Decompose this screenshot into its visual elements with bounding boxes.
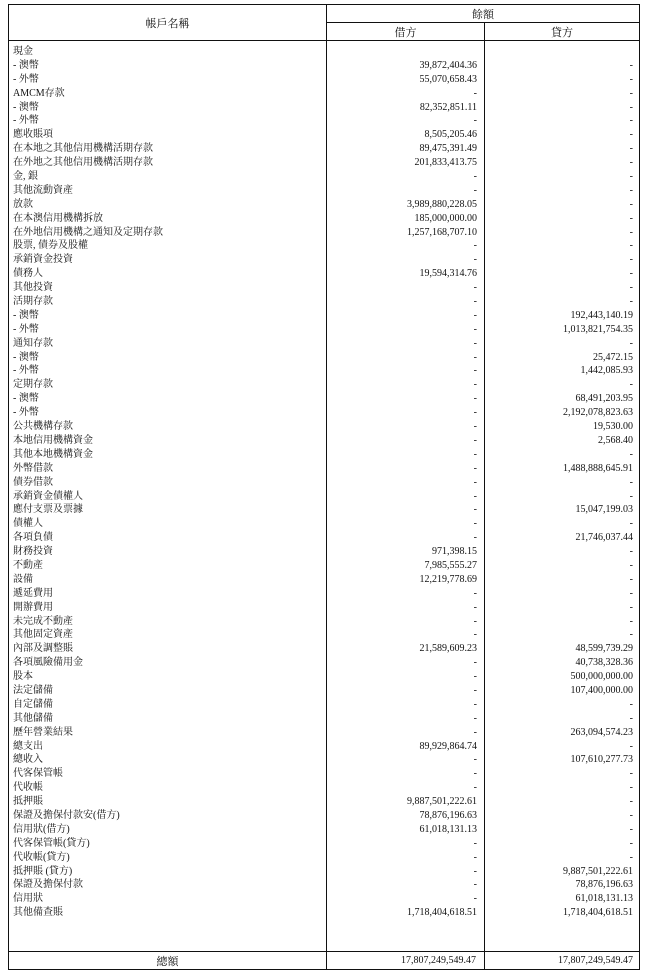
table-row bbox=[9, 753, 639, 767]
debit-amount: 971,398.15 bbox=[432, 546, 477, 558]
debit-amount: 78,876,196.63 bbox=[419, 809, 477, 821]
header-credit: 貸方 bbox=[485, 23, 639, 41]
table-row bbox=[9, 809, 639, 823]
table-row bbox=[9, 601, 639, 615]
credit-amount: - bbox=[629, 851, 633, 863]
table-row bbox=[9, 615, 639, 629]
table-row bbox=[9, 253, 639, 267]
table-row bbox=[9, 656, 639, 670]
account-name: 內部及調整賬 bbox=[13, 643, 73, 655]
credit-amount: 107,610,277.73 bbox=[570, 754, 633, 766]
credit-amount: - bbox=[629, 198, 633, 210]
credit-amount: - bbox=[629, 337, 633, 349]
table-row bbox=[9, 573, 639, 587]
account-name: 股本 bbox=[13, 671, 33, 683]
account-name: 代客保管帳 bbox=[13, 768, 63, 780]
debit-amount: - bbox=[473, 879, 477, 891]
account-name: 總收入 bbox=[13, 754, 43, 766]
debit-amount: - bbox=[473, 518, 477, 530]
table-row bbox=[9, 545, 639, 559]
account-name: 各項風險備用金 bbox=[13, 657, 83, 669]
table-row bbox=[9, 364, 639, 378]
table-row bbox=[9, 795, 639, 809]
account-name: 現金 bbox=[13, 46, 33, 57]
credit-amount: - bbox=[629, 282, 633, 294]
total-label: 總額 bbox=[9, 952, 327, 969]
credit-amount: 9,887,501,222.61 bbox=[563, 865, 633, 877]
account-name: 在本地之其他信用機構活期存款 bbox=[13, 143, 153, 155]
credit-amount: - bbox=[629, 254, 633, 266]
debit-amount: - bbox=[473, 490, 477, 502]
account-name: - 澳幣 bbox=[13, 59, 39, 71]
debit-amount: - bbox=[473, 462, 477, 474]
debit-amount: - bbox=[473, 282, 477, 294]
credit-amount: 19,530.00 bbox=[593, 421, 633, 433]
credit-amount: - bbox=[629, 157, 633, 169]
account-name: 代收帳 bbox=[13, 782, 43, 794]
header-account-name: 帳戶名稱 bbox=[9, 5, 327, 41]
debit-amount: - bbox=[473, 448, 477, 460]
credit-amount: 21,746,037.44 bbox=[575, 532, 633, 544]
account-name: 股票, 債券及股權 bbox=[13, 240, 88, 252]
account-name: - 澳幣 bbox=[13, 101, 39, 113]
debit-amount: 55,070,658.43 bbox=[419, 73, 477, 85]
debit-amount: - bbox=[473, 365, 477, 377]
account-name: 開辦費用 bbox=[13, 601, 53, 613]
table-row bbox=[9, 184, 639, 198]
credit-amount: - bbox=[629, 823, 633, 835]
account-name: 財務投資 bbox=[13, 546, 53, 558]
credit-amount: - bbox=[629, 740, 633, 752]
credit-amount: - bbox=[629, 129, 633, 141]
account-name: 通知存款 bbox=[13, 337, 53, 349]
table-row bbox=[9, 226, 639, 240]
debit-amount: - bbox=[473, 254, 477, 266]
debit-amount: - bbox=[473, 407, 477, 419]
trial-balance-table bbox=[8, 4, 640, 970]
table-row bbox=[9, 767, 639, 781]
credit-amount: - bbox=[629, 171, 633, 183]
account-name: 本地信用機構資金 bbox=[13, 434, 93, 446]
debit-amount: 89,929,864.74 bbox=[419, 740, 477, 752]
debit-amount: - bbox=[473, 837, 477, 849]
account-name: 其他備查賬 bbox=[13, 907, 63, 919]
credit-amount: - bbox=[629, 448, 633, 460]
debit-amount: - bbox=[473, 657, 477, 669]
account-name: - 澳幣 bbox=[13, 351, 39, 363]
table-row bbox=[9, 559, 639, 573]
table-row bbox=[9, 73, 639, 87]
credit-amount: 192,443,140.19 bbox=[570, 309, 633, 321]
table-row bbox=[9, 212, 639, 226]
credit-amount: - bbox=[629, 268, 633, 280]
table-row bbox=[9, 448, 639, 462]
debit-amount: 185,000,000.00 bbox=[414, 212, 477, 224]
debit-amount: - bbox=[473, 184, 477, 196]
table-row bbox=[9, 642, 639, 656]
account-name: 信用狀(借方) bbox=[13, 823, 70, 835]
account-rows bbox=[9, 45, 639, 920]
table-row bbox=[9, 476, 639, 490]
credit-amount: - bbox=[629, 226, 633, 238]
account-name: 應付支票及票據 bbox=[13, 504, 83, 516]
table-row bbox=[9, 462, 639, 476]
debit-amount: 89,475,391.49 bbox=[419, 143, 477, 155]
account-name: 外幣借款 bbox=[13, 462, 53, 474]
account-name: 歷年營業結果 bbox=[13, 726, 73, 738]
table-row bbox=[9, 517, 639, 531]
credit-amount: 61,018,131.13 bbox=[575, 893, 633, 905]
debit-amount: - bbox=[473, 309, 477, 321]
table-row bbox=[9, 156, 639, 170]
table-row bbox=[9, 865, 639, 879]
account-name: - 外幣 bbox=[13, 407, 39, 419]
account-name: 承銷資金債權人 bbox=[13, 490, 83, 502]
total-row bbox=[9, 951, 639, 969]
credit-amount: - bbox=[629, 796, 633, 808]
credit-amount: - bbox=[629, 587, 633, 599]
account-name: 遞延費用 bbox=[13, 587, 53, 599]
account-name: 抵押賬 bbox=[13, 796, 43, 808]
debit-amount: - bbox=[473, 684, 477, 696]
account-name: 公共機構存款 bbox=[13, 421, 73, 433]
debit-amount: 1,257,168,707.10 bbox=[407, 226, 477, 238]
credit-amount: - bbox=[629, 782, 633, 794]
credit-amount: 2,192,078,823.63 bbox=[563, 407, 633, 419]
table-row bbox=[9, 434, 639, 448]
table-row bbox=[9, 878, 639, 892]
table-row bbox=[9, 490, 639, 504]
account-name: 未完成不動產 bbox=[13, 615, 73, 627]
credit-amount: - bbox=[629, 809, 633, 821]
credit-amount: - bbox=[629, 101, 633, 113]
account-name: 金, 銀 bbox=[13, 171, 38, 183]
debit-amount: - bbox=[473, 87, 477, 99]
debit-amount: - bbox=[473, 893, 477, 905]
credit-amount: 40,738,328.36 bbox=[575, 657, 633, 669]
credit-amount: - bbox=[629, 184, 633, 196]
debit-amount: - bbox=[473, 532, 477, 544]
table-row bbox=[9, 781, 639, 795]
account-name: - 外幣 bbox=[13, 323, 39, 335]
account-name: 其他投資 bbox=[13, 282, 53, 294]
credit-amount: 1,013,821,754.35 bbox=[563, 323, 633, 335]
table-row bbox=[9, 531, 639, 545]
debit-amount: - bbox=[473, 476, 477, 488]
credit-amount: - bbox=[629, 559, 633, 571]
debit-amount: 3,989,880,228.05 bbox=[407, 198, 477, 210]
table-row bbox=[9, 684, 639, 698]
credit-amount: - bbox=[629, 698, 633, 710]
debit-amount: - bbox=[473, 768, 477, 780]
debit-amount: - bbox=[473, 504, 477, 516]
credit-amount: 25,472.15 bbox=[593, 351, 633, 363]
account-name: 定期存款 bbox=[13, 379, 53, 391]
debit-amount: 61,018,131.13 bbox=[419, 823, 477, 835]
account-name: 承銷資金投資 bbox=[13, 254, 73, 266]
table-row bbox=[9, 323, 639, 337]
debit-amount: - bbox=[473, 712, 477, 724]
credit-amount: - bbox=[629, 615, 633, 627]
table-row bbox=[9, 587, 639, 601]
credit-amount: 78,876,196.63 bbox=[575, 879, 633, 891]
total-credit: 17,807,249,549.47 bbox=[558, 955, 633, 966]
account-name: 總支出 bbox=[13, 740, 43, 752]
table-row bbox=[9, 114, 639, 128]
header-debit: 借方 bbox=[327, 23, 485, 41]
table-row bbox=[9, 142, 639, 156]
account-name: - 外幣 bbox=[13, 115, 39, 127]
debit-amount: - bbox=[473, 421, 477, 433]
credit-amount: - bbox=[629, 712, 633, 724]
debit-amount: - bbox=[473, 351, 477, 363]
table-row bbox=[9, 726, 639, 740]
credit-amount: - bbox=[629, 240, 633, 252]
table-row bbox=[9, 712, 639, 726]
credit-amount: - bbox=[629, 73, 633, 85]
credit-amount: - bbox=[629, 476, 633, 488]
table-row bbox=[9, 503, 639, 517]
credit-amount: - bbox=[629, 546, 633, 558]
account-name: 保證及擔保付款 bbox=[13, 879, 83, 891]
debit-amount: - bbox=[473, 393, 477, 405]
account-name: 活期存款 bbox=[13, 296, 53, 308]
credit-amount: - bbox=[629, 573, 633, 585]
credit-amount: - bbox=[629, 518, 633, 530]
table-row bbox=[9, 420, 639, 434]
debit-amount: - bbox=[473, 698, 477, 710]
debit-amount: 21,589,609.23 bbox=[419, 643, 477, 655]
account-name: 保證及擔保付款安(借方) bbox=[13, 809, 120, 821]
table-row bbox=[9, 851, 639, 865]
credit-amount: - bbox=[629, 837, 633, 849]
credit-amount: - bbox=[629, 87, 633, 99]
debit-amount: 19,594,314.76 bbox=[419, 268, 477, 280]
account-name: - 澳幣 bbox=[13, 309, 39, 321]
debit-amount: - bbox=[473, 323, 477, 335]
debit-amount: - bbox=[473, 851, 477, 863]
debit-amount: 1,718,404,618.51 bbox=[407, 907, 477, 919]
account-name: 債權人 bbox=[13, 518, 43, 530]
account-name: - 外幣 bbox=[13, 73, 39, 85]
table-row bbox=[9, 337, 639, 351]
debit-amount: 39,872,404.36 bbox=[419, 59, 477, 71]
account-name: - 澳幣 bbox=[13, 393, 39, 405]
credit-amount: - bbox=[629, 379, 633, 391]
table-row bbox=[9, 837, 639, 851]
account-name: 信用狀 bbox=[13, 893, 43, 905]
credit-amount: - bbox=[629, 490, 633, 502]
account-name: 放款 bbox=[13, 198, 33, 210]
debit-amount: - bbox=[473, 754, 477, 766]
credit-amount: - bbox=[629, 59, 633, 71]
debit-amount: 9,887,501,222.61 bbox=[407, 796, 477, 808]
debit-amount: - bbox=[473, 615, 477, 627]
debit-amount: 82,352,851.11 bbox=[419, 101, 477, 113]
table-row bbox=[9, 670, 639, 684]
credit-amount: 500,000,000.00 bbox=[570, 671, 633, 683]
debit-amount: - bbox=[473, 782, 477, 794]
table-row bbox=[9, 87, 639, 101]
debit-amount: - bbox=[473, 434, 477, 446]
debit-amount: - bbox=[473, 337, 477, 349]
table-row bbox=[9, 628, 639, 642]
total-debit: 17,807,249,549.47 bbox=[327, 952, 485, 969]
account-name: 其他流動資產 bbox=[13, 184, 73, 196]
table-row bbox=[9, 59, 639, 73]
account-name: 債券借款 bbox=[13, 476, 53, 488]
table-row bbox=[9, 378, 639, 392]
account-name: 在外地信用機構之通知及定期存款 bbox=[13, 226, 163, 238]
table-row bbox=[9, 170, 639, 184]
table-row bbox=[9, 281, 639, 295]
credit-amount: 263,094,574.23 bbox=[570, 726, 633, 738]
credit-amount: 107,400,000.00 bbox=[570, 684, 633, 696]
account-name: 抵押賬 (貸方) bbox=[13, 865, 73, 877]
account-name: 不動產 bbox=[13, 559, 43, 571]
account-name: - 外幣 bbox=[13, 365, 39, 377]
account-name: 其他儲備 bbox=[13, 712, 53, 724]
table-row bbox=[9, 698, 639, 712]
account-name: 在本澳信用機構拆放 bbox=[13, 212, 103, 224]
account-name: 代收帳(貸方) bbox=[13, 851, 70, 863]
table-row bbox=[9, 823, 639, 837]
table-row bbox=[9, 101, 639, 115]
credit-amount: - bbox=[629, 115, 633, 127]
table-row bbox=[9, 406, 639, 420]
credit-amount: - bbox=[629, 629, 633, 641]
credit-amount: 1,488,888,645.91 bbox=[563, 462, 633, 474]
header-balance: 餘額 bbox=[327, 5, 639, 23]
account-name: 其他本地機構資金 bbox=[13, 448, 93, 460]
credit-amount: 2,568.40 bbox=[598, 434, 633, 446]
debit-amount: - bbox=[473, 171, 477, 183]
debit-amount: - bbox=[473, 865, 477, 877]
credit-amount: 1,442,085.93 bbox=[580, 365, 633, 377]
credit-amount: - bbox=[629, 296, 633, 308]
table-row bbox=[9, 392, 639, 406]
credit-amount: - bbox=[629, 212, 633, 224]
account-name: 法定儲備 bbox=[13, 684, 53, 696]
debit-amount: - bbox=[473, 601, 477, 613]
credit-amount: - bbox=[629, 143, 633, 155]
debit-amount: - bbox=[473, 587, 477, 599]
debit-amount: 201,833,413.75 bbox=[414, 157, 477, 169]
table-row bbox=[9, 239, 639, 253]
table-row bbox=[9, 309, 639, 323]
credit-amount: - bbox=[629, 768, 633, 780]
debit-amount: - bbox=[473, 379, 477, 391]
table-row bbox=[9, 892, 639, 906]
account-name: 自定儲備 bbox=[13, 698, 53, 710]
table-row bbox=[9, 128, 639, 142]
account-name: 各項負債 bbox=[13, 532, 53, 544]
credit-amount: 48,599,739.29 bbox=[575, 643, 633, 655]
account-name: 其他固定資產 bbox=[13, 629, 73, 641]
account-name: 債務人 bbox=[13, 268, 43, 280]
table-row bbox=[9, 45, 639, 59]
debit-amount: 7,985,555.27 bbox=[424, 559, 477, 571]
credit-amount: 1,718,404,618.51 bbox=[563, 907, 633, 919]
credit-amount: 15,047,199.03 bbox=[575, 504, 633, 516]
table-row bbox=[9, 295, 639, 309]
account-name: 設備 bbox=[13, 573, 33, 585]
table-row bbox=[9, 351, 639, 365]
account-name: 應收賬項 bbox=[13, 129, 53, 141]
account-name: 在外地之其他信用機構活期存款 bbox=[13, 157, 153, 169]
table-row bbox=[9, 740, 639, 754]
table-row bbox=[9, 198, 639, 212]
debit-amount: 12,219,778.69 bbox=[419, 573, 477, 585]
debit-amount: - bbox=[473, 629, 477, 641]
account-name: AMCM存款 bbox=[13, 87, 65, 99]
debit-amount: 8,505,205.46 bbox=[424, 129, 477, 141]
debit-amount: - bbox=[473, 726, 477, 738]
table-row bbox=[9, 267, 639, 281]
credit-amount: - bbox=[629, 601, 633, 613]
debit-amount: - bbox=[473, 296, 477, 308]
debit-amount: - bbox=[473, 671, 477, 683]
account-name: 代客保管帳(貸方) bbox=[13, 837, 90, 849]
table-row bbox=[9, 906, 639, 920]
debit-amount: - bbox=[473, 240, 477, 252]
credit-amount: 68,491,203.95 bbox=[575, 393, 633, 405]
debit-amount: - bbox=[473, 115, 477, 127]
